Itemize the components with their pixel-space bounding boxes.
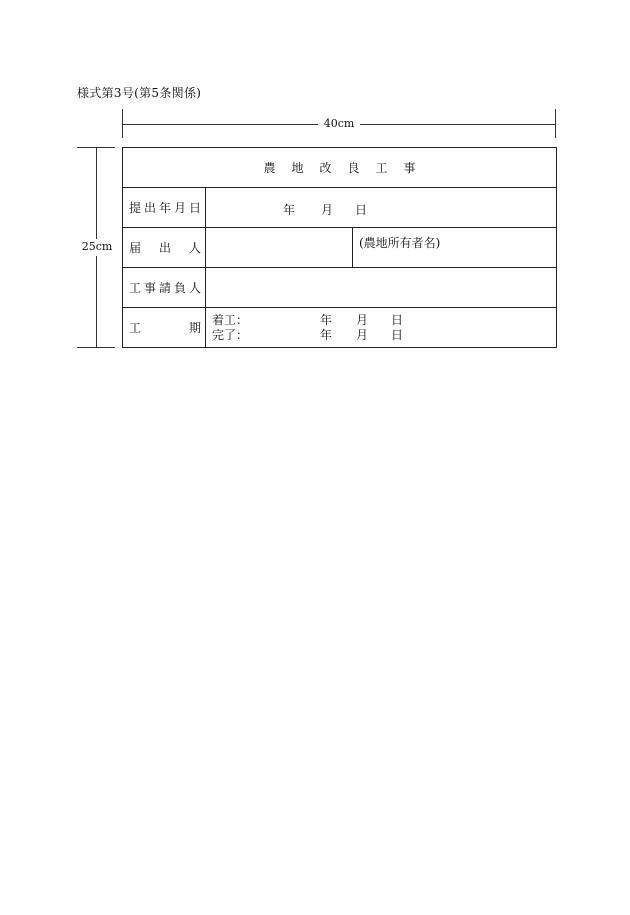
period-start-label: 着工： <box>212 313 249 327</box>
height-dimension-label: 25cm <box>81 240 113 253</box>
period-start-year-unit: 年 <box>320 313 333 327</box>
width-dimension-line-left <box>122 124 318 125</box>
contractor-value <box>206 268 557 308</box>
sign-board-table <box>122 147 557 348</box>
period-start-day-unit: 日 <box>391 313 404 327</box>
period-start-line <box>212 313 556 327</box>
sign-title: 農地改良工事 <box>123 148 557 188</box>
period-end-month-unit: 月 <box>356 328 369 342</box>
period-start-month-unit: 月 <box>356 313 369 327</box>
applicant-label: 届 出 人 <box>123 228 206 268</box>
applicant-row <box>123 228 557 268</box>
period-end-year-unit: 年 <box>320 328 333 342</box>
contractor-row <box>123 268 557 308</box>
submission-date-value <box>206 188 557 228</box>
width-dimension-label: 40cm <box>323 117 355 130</box>
form-number: 様式第3号(第5条関係) <box>77 86 202 100</box>
submission-date-row <box>123 188 557 228</box>
period-value <box>206 308 557 348</box>
height-dimension-line-bottom <box>96 256 97 347</box>
period-end-line <box>212 328 556 342</box>
width-dimension-line-right <box>360 124 555 125</box>
width-dimension-right-tick <box>555 109 556 138</box>
owner-name-note: (農地所有者名) <box>353 228 557 268</box>
submission-year-unit: 年 <box>283 203 296 217</box>
submission-day-unit: 日 <box>355 203 368 217</box>
period-end-label: 完了： <box>212 328 249 342</box>
height-dimension-line-top <box>96 147 97 239</box>
applicant-value <box>206 228 353 268</box>
period-end-day-unit: 日 <box>391 328 404 342</box>
period-row <box>123 308 557 348</box>
height-dimension-bottom-tick <box>77 347 115 348</box>
contractor-label: 工 事 請 負 人 <box>123 268 206 308</box>
submission-date-label: 提 出 年 月 日 <box>123 188 206 228</box>
period-label: 工 期 <box>123 308 206 348</box>
title-row <box>123 148 557 188</box>
submission-month-unit: 月 <box>321 203 334 217</box>
